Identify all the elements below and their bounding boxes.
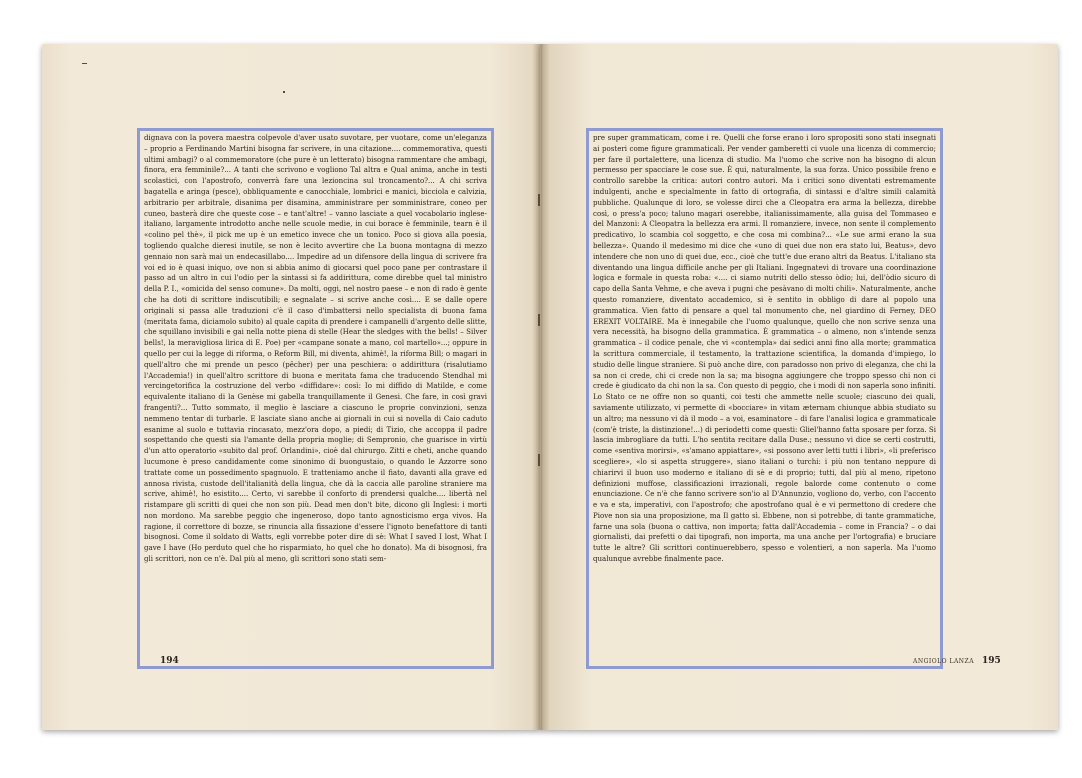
page-mark	[538, 194, 540, 206]
open-book	[42, 44, 1058, 732]
book-gutter	[532, 44, 550, 730]
left-text-block	[137, 128, 494, 669]
page-mark	[538, 454, 540, 466]
right-text-block	[586, 128, 943, 669]
left-page-number: 194	[160, 656, 179, 666]
left-page-text: dignava con la povera maestra colpevole d'aver usato suvotare, per vuotare, come un'eleganza – proprio a Ferdinando Martini bisogna far scrivere, in una citazione.... commemorativa, questi ultimi ambagi? o al commemoratore (che pure è un letterato) bisogna rammentare che ambagi, finora, era femminile?... A tanti che scrivono e vogliono Tal altra e Qual anima, anche in testi scolastici, con l'apostrofo, converrà fare una lezioncina sul troncamento?... A chi scriva bagatella e aringa (pesce), obbliquamente e canocchiale, lombrici e manici, bicciola e calvizia, arbitrario per arbitrale, disanima per disamina, amministrare per somministrare, coneo per cuneo, basterà dire che queste cose – e tant'altre! – vanno lasciate a quel vocabolario inglese-italiano, largamente introdotto anche nelle scuole medie, in cui borace è femminile, tearn è il «colino pel thè», il pick me up è un emetico invece che un tonico. Poco si giova alla poesia, togliendo qualche dieresi inutile, se non è lecito avvertire che La buona montagna di mezzo gennaio non sarà mai un endecasillabo.... Impedire ad un difensore della lingua di scrivere fra voi ed io è quasi iniquo, ove non si abbia animo di giocarsi quel poco pane per contrastare il passo ad un altro in cui l'odio per la sintassi si fa addirittura, come direbbe quel tal ministro della P. I., «omicida del senso comune». Da molti, oggi, nel nostro paese – e non di rado è gente che ha doti di scrittore indiscutibili; e segnalate – si scrive anche così.... E se dalle opere originali si passa alle traduzioni c'è il caso d'imbattersi nello specialista di buona fama (meritata fama, diciamolo subito) al quale capita di prendere i campanelli d'argento delle slitte, che squillano invisibili e gai nella notte piena di stelle (Hear the sledges with the bells! – Silver bells!, la meravigliosa lirica di E. Poe) per «campane sonate a mano, col martello»...; oppure in quello per cui la legge di riforma, o Reform Bill, mi diventa, ahimè!, la riforma Bill; o magari in quell'altro che mi prende un pesco (pêcher) per una peschiera: o addirittura (risalutiamo l'Accademia!) in quell'altro scrittore di buona e meritata fama che traducendo Stendhal mi vercingetorifica la costruzione del verbo «diffidare»: così: Io mi diffido di Matilde, e come equivalente italiano di la Genèse mi gabella tranquillamente il Genesi. Che fare, in così gravi frangenti?... Tutto sommato, il meglio è lasciare a ciascuno le proprie convinzioni, senza nemmeno tentar di turbarle. E lasciate sìano anche ai giornali in cui si novella di Caio caduto esanime al suolo e tuttavia rincasato, mezz'ora dopo, a piedi; di Tizio, che accoppa il padre sospettando che questi sia l'amante della propria moglie; di Sempronio, che guarisce in virtù d'un atto operatorio «subito dal prof. Orlandini», cioè dal chirurgo. Zitti e cheti, anche quando lucumone è preso candidamente come sinonimo di buongustaio, o quando le Azzorre sono trattate come un possedimento spagnuolo. E tratteniamo anche il fiato, davanti alla grave ed annosa rivista, custode dell'italianità della lingua, che dà la caccia alle paroline straniere ma scrive, ahimè!, ho esistito.... Certo, vi sarebbe il conforto di prendersi qualche.... libertà nel ristampare gli scritti di quei che non son più. Dead men don't bite, dicono gli Inglesi: i morti non mordono. Ma sarebbe peggio che ingeneroso, dopo tanto agnosticismo erga vivos. Ha ragione, il correttore di bozze, se rinuncia alla fissazione d'essere l'ignoto benefattore di tanti bisognosi. Come il soldato di Watts, egli vorrebbe poter dire di sè: What I saved I lost, What I gave I have (Ho perduto quel che ho risparmiato, ho quel che ho donato). Ma di bisognosi, fra gli scrittori, non ce n'è. Dal più al meno, gli scrittori sono stati sem-	[144, 133, 487, 564]
page-mark	[82, 63, 87, 64]
author-signature: ANGIOLO LANZA	[913, 658, 975, 665]
right-page-number: 195	[982, 656, 1001, 666]
page-mark	[538, 314, 540, 326]
page-mark	[283, 91, 285, 93]
right-page-text: pre super grammaticam, come i re. Quelli che forse erano i loro spropositi sono stati insegnati ai posteri come figure grammaticali. Per vender gamberetti ci vuole una licenza di commercio; per fare il portalettere, una licenza di studio. Ma l'uomo che scrive non ha bisogno di alcun permesso per spacciare le cose sue. È qui, naturalmente, la sua forza. Unico possibile freno e controllo sarebbe la critica: autori contro autori. Ma i critici sono diventati estremamente indulgenti, anche e specialmente in fatto di ortografia, di sintassi e d'altre simili calamità pubbliche. Qualunque di loro, se volesse dirci che a Cleopatra era arma la bellezza, direbbe così, o press'a poco; taluno magari oserebbe, italianissimamente, alla guisa del Tommaseo e del Manzoni: A Cleopatra la bellezza era armi. Il romanziere, invece, non sente il complemento predicativo, lo scambia col soggetto, e che cosa mi combina?... «Le sue armi erano la sua bellezza». Quando il medesimo mi dice che «uno di quei due non era stato lui, Beatus», devo intendere che non uno di quei due, ecc., cioè che tutt'e due erano altri da Beatus. L'italiano sta diventando una lingua difficile anche per gli Italiani. Ingegnatevi di trovare una coordinazione logica e formale in questa roba: «.... ci siamo nutriti dello stesso òdio; lui, dell'òdio sicuro di capo della Santa Vehme, e che aveva i pugni che pesàvano di molti chili». Naturalmente, anche questo romanziere, diventato accademico, si è sentito in obbligo di dare al popolo una grammatica. Vien fatto di pensare a quel tal monumento che, nel giardino di Ferney, DEO EREXIT VOLTAIRE. Ma è innegabile che l'uomo qualunque, quello che non scrive senza una vera necessità, ha bisogno della grammatica. È grammatica – o almeno, non s'intende senza grammatica – il codice penale, che vi «contempla» dai sedici anni fino alla morte; grammatica la scrittura commerciale, il testamento, la trattazione scientifica, la domanda d'impiego, lo studio delle lingue straniere. Si può anche dire, con paradosso non privo di eleganza, che chi la sa non ci crede, chi ci crede non la sa; ma bisogna aggiungere che troppo spesso chi non ci crede è giudicato da chi non la sa. Con questo di peggio, che i modi di non saperla sono infiniti. Lo Stato ce ne offre non so quanti, coi testi che ammette nelle scuole; ciascuno dei quali, saviamente utilizzato, vi permette di «bocciare» in vitam æternam chiunque abbia studiato su un altro; ma nessuno vi dà il modo – a voi, esaminatore – di fare l'analisi logica e grammaticale (com'è triste, la distinzione!...) di periodetti come questi: Gliel'hanno fatta sposare per forza. Si lascia imbrogliare da tutti. L'ho sentita recitare dalla Duse.; nessuno vi dice se certi costrutti, come «sentiva morirsi», «s'amano appiattare», «si possono aver letti tutti i libri», «li preferisco scegliere», «lo si aspetta struggere», siano italiani o turchi: i più non tentano neppure di chiarirvi il buon uso moderno e italiano di sè e di proprio; tutti, dal più al meno, ripetono definizioni muffose, classificazioni irrazionali, regole balorde come contenuto o come enunciazione. Ce n'è che fanno scrivere son'io al D'Annunzio, vogliono do, verbo, con l'accento e va e sta, imperativi, con l'apostrofo; che apostrofano qual è e vi permettono di credere che Piove non sia una proposizione, ma Il gatto sì. Ebbene, non si potrebbe, di tante grammatiche, farne una sola (buona o cattiva, non importa; fatta dall'Accademia – come in Francia? – o dai giornalisti, dai prefetti o dai tipografi, non importa, ma una anche per l'ortografia) e bruciare tutte le altre? Gli scrittori continuerebbero, spesso e volentieri, a non saperla. Ma l'uomo qualunque avrebbe finalmente pace.	[593, 133, 936, 564]
